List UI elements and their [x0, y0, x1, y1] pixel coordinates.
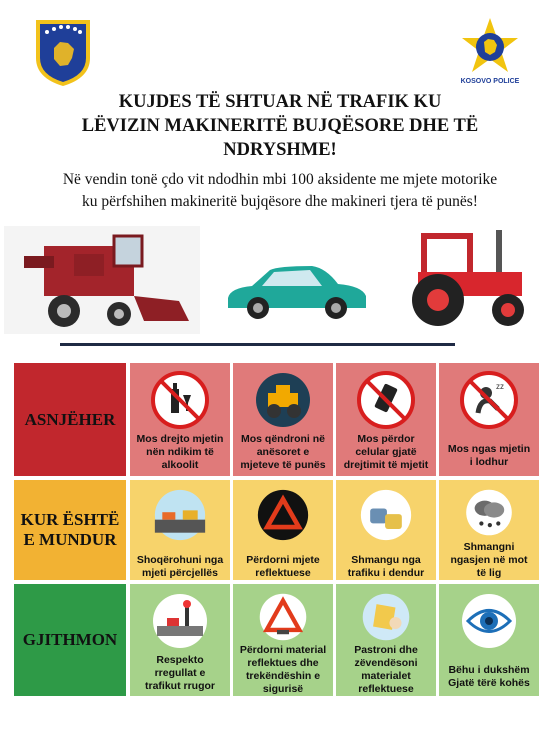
title-line: LËVIZIN MAKINERITË BUJQËSORE DHE TË	[81, 116, 479, 136]
rule-caption	[445, 664, 533, 690]
warning-triangle-icon	[254, 488, 312, 542]
rule-card	[130, 363, 230, 476]
row-label-always	[14, 584, 126, 696]
row-label-when-possible	[14, 480, 126, 580]
caption-line: ngasjen në mot	[450, 554, 528, 566]
title-line: NDRYSHME!	[223, 140, 337, 160]
caption-line: drejtimit të mjetit	[343, 459, 429, 471]
caption-line: trafikut rrugor	[144, 680, 215, 692]
caption-line: zëvendësoni	[354, 657, 418, 669]
rule-card	[336, 363, 436, 476]
caption-line: Gjatë tërë kohës	[448, 677, 530, 689]
caption-line: Përdorni mjete	[246, 554, 320, 566]
caption-line: Shmangu nga	[351, 554, 421, 566]
tractor-image	[398, 226, 530, 330]
caption-line: sigurisë	[262, 683, 304, 695]
caption-line: rregullat e	[154, 667, 206, 679]
caption-line: Shoqërohuni nga	[136, 554, 224, 566]
rule-caption	[134, 554, 226, 580]
cleaning-icon	[357, 592, 415, 642]
subtitle-line: Në vendin tonë çdo vit ndodhin mbi 100 aksidente me mjete motorike	[62, 171, 498, 188]
page-subtitle	[20, 169, 540, 213]
caption-line: materialet	[361, 670, 411, 682]
caption-line: Mos përdor	[357, 433, 415, 445]
kosovo-coat-of-arms-icon	[34, 18, 92, 88]
rule-caption	[237, 433, 328, 472]
caption-line: reflektuese	[255, 567, 311, 579]
page-title	[40, 90, 520, 162]
row-label-line: ASNJËHER	[24, 409, 116, 429]
work-machine-icon	[254, 371, 312, 429]
combine-harvester-image	[4, 226, 200, 334]
rule-caption	[341, 433, 432, 472]
rule-card	[439, 480, 539, 580]
caption-line: mjeteve të punës	[240, 459, 326, 471]
caption-line: reflektues dhe	[247, 657, 319, 669]
rule-card	[130, 584, 230, 696]
caption-line: Pastroni dhe	[354, 644, 418, 656]
caption-line: anësoret e	[256, 446, 310, 458]
police-logo-text: KOSOVO POLICE	[460, 78, 520, 85]
caption-line: reflektuese	[358, 683, 414, 695]
car-image	[222, 262, 370, 324]
caption-line: nën ndikim të	[146, 446, 214, 458]
rule-card	[439, 584, 539, 696]
rule-card	[336, 480, 436, 580]
caption-line: celular gjatë	[355, 446, 417, 458]
escort-vehicle-icon	[151, 488, 209, 542]
rule-caption	[445, 443, 533, 469]
rule-card	[233, 584, 333, 696]
caption-line: trekëndëshin e	[245, 670, 321, 682]
svg-text:zz: zz	[496, 382, 504, 391]
reflective-triangle-icon	[254, 592, 312, 642]
rule-card	[233, 363, 333, 476]
caption-line: alkoolit	[161, 459, 199, 471]
caption-line: Shmangni	[463, 541, 515, 553]
eye-icon	[460, 592, 518, 650]
row-label-line: GJITHMON	[22, 630, 118, 649]
caption-line: Mos qëndroni në	[240, 433, 325, 445]
rule-card	[233, 480, 333, 580]
no-phone-icon	[357, 371, 415, 429]
caption-line: Mos drejto mjetin	[136, 433, 224, 445]
rule-caption	[134, 433, 227, 472]
rule-caption	[351, 644, 421, 696]
traffic-rules-icon	[151, 592, 209, 650]
caption-line: i lodhur	[469, 456, 509, 468]
rule-caption	[345, 554, 427, 580]
caption-line: Mos ngas mjetin	[447, 443, 531, 455]
row-label-never	[14, 363, 126, 476]
no-tired-driving-icon	[460, 371, 518, 429]
rule-caption	[142, 654, 218, 693]
caption-line: mjeti përcjellës	[142, 567, 218, 579]
bad-weather-icon	[460, 488, 518, 537]
rule-card	[130, 480, 230, 580]
traffic-jam-icon	[357, 488, 415, 542]
title-line: KUJDES TË SHTUAR NË TRAFIK KU	[118, 92, 442, 112]
rule-card	[336, 584, 436, 696]
caption-line: Përdorni material	[239, 644, 327, 656]
row-label-line: KUR ËSHTË	[20, 510, 120, 529]
rule-caption	[447, 541, 530, 580]
caption-line: Respekto	[156, 654, 204, 666]
no-alcohol-icon	[151, 371, 209, 429]
caption-line: Bëhu i dukshëm	[448, 664, 530, 676]
rule-card	[439, 363, 539, 476]
caption-line: trafiku i dendur	[347, 567, 425, 579]
rule-caption	[243, 554, 323, 580]
subtitle-line: ku përfshihen makineritë bujqësore dhe makineri tjera të punës!	[82, 193, 478, 210]
caption-line: të lig	[476, 567, 502, 579]
row-label-line: E MUNDUR	[23, 530, 117, 549]
kosovo-police-logo	[456, 14, 524, 86]
divider-line	[60, 343, 455, 346]
rule-caption	[237, 644, 329, 696]
